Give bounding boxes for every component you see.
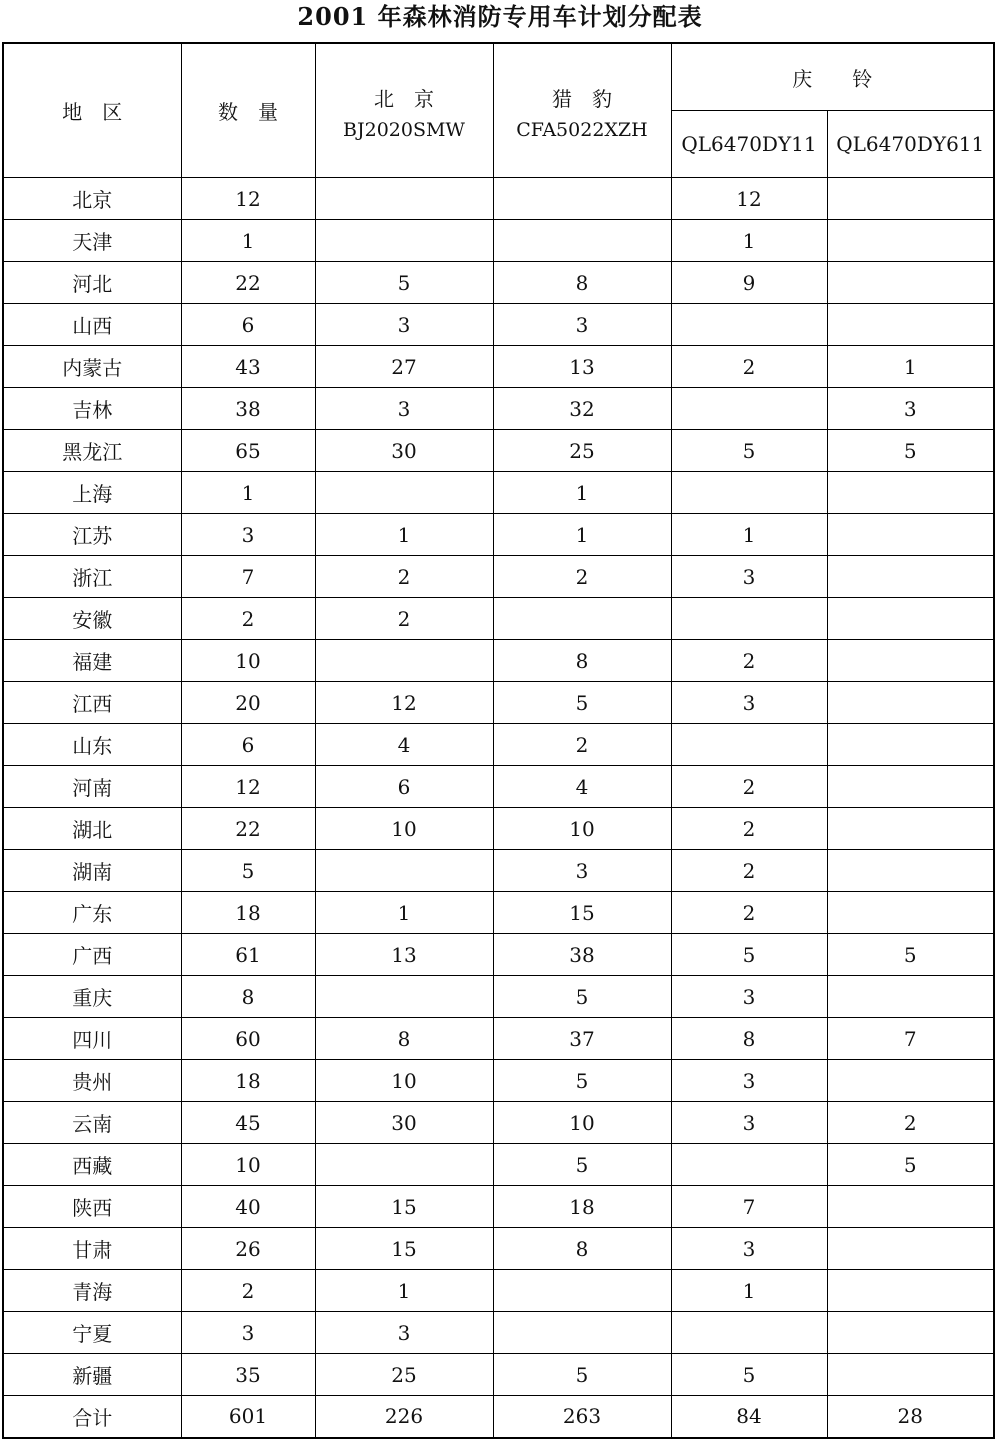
- ql6470dy11-cell: [671, 388, 827, 430]
- table-row: [3, 1270, 994, 1312]
- ql6470dy11-cell: 2: [671, 346, 827, 388]
- region-cell: 云南: [3, 1102, 181, 1144]
- ql6470dy611-cell: 7: [827, 1018, 994, 1060]
- quantity-cell: 22: [181, 262, 315, 304]
- bj2020smw-cell: 25: [315, 1354, 493, 1396]
- quantity-cell: 60: [181, 1018, 315, 1060]
- ql6470dy611-cell: [827, 808, 994, 850]
- table-row: [3, 640, 994, 682]
- bj2020smw-cell: 8: [315, 1018, 493, 1060]
- region-cell: 青海: [3, 1270, 181, 1312]
- table-row: [3, 1018, 994, 1060]
- cfa5022xzh-cell: [493, 1312, 671, 1354]
- cfa5022xzh-cell: 32: [493, 388, 671, 430]
- cfa5022xzh-cell: 25: [493, 430, 671, 472]
- quantity-cell: 2: [181, 1270, 315, 1312]
- ql6470dy611-cell: [827, 892, 994, 934]
- region-cell: 浙江: [3, 556, 181, 598]
- quantity-cell: 18: [181, 1060, 315, 1102]
- allocation-table: [2, 42, 995, 1439]
- column-header-ql6470dy11: [671, 111, 827, 178]
- cfa5022xzh-cell: 37: [493, 1018, 671, 1060]
- totals-bj2020smw-cell: 226: [315, 1396, 493, 1438]
- ql6470dy11-cell: 2: [671, 850, 827, 892]
- region-cell: 安徽: [3, 598, 181, 640]
- ql6470dy11-cell: 5: [671, 934, 827, 976]
- bj2020smw-cell: 10: [315, 1060, 493, 1102]
- bj2020smw-cell: [315, 976, 493, 1018]
- liebao-model-label: CFA5022XZH: [516, 118, 648, 141]
- table-row: [3, 220, 994, 262]
- table-row: [3, 766, 994, 808]
- quantity-cell: 22: [181, 808, 315, 850]
- column-header-region: [3, 43, 181, 178]
- cfa5022xzh-cell: [493, 220, 671, 262]
- table-row: [3, 430, 994, 472]
- cfa5022xzh-cell: [493, 598, 671, 640]
- bj2020smw-cell: 13: [315, 934, 493, 976]
- bj2020smw-cell: [315, 472, 493, 514]
- table-row: [3, 850, 994, 892]
- ql6470dy11-model-label: QL6470DY11: [681, 132, 817, 156]
- cfa5022xzh-cell: [493, 1270, 671, 1312]
- table-row: [3, 388, 994, 430]
- ql6470dy11-cell: [671, 1312, 827, 1354]
- quantity-cell: 65: [181, 430, 315, 472]
- bj2020smw-cell: [315, 850, 493, 892]
- cfa5022xzh-cell: 15: [493, 892, 671, 934]
- bj2020smw-cell: 5: [315, 262, 493, 304]
- cfa5022xzh-cell: 8: [493, 640, 671, 682]
- bj2020smw-cell: 27: [315, 346, 493, 388]
- region-cell: 宁夏: [3, 1312, 181, 1354]
- quantity-cell: 10: [181, 640, 315, 682]
- bj2020smw-cell: 6: [315, 766, 493, 808]
- table-row: [3, 892, 994, 934]
- bj2020smw-cell: 3: [315, 388, 493, 430]
- ql6470dy611-cell: [827, 682, 994, 724]
- qingling-brand-label: 庆 铃: [792, 66, 873, 91]
- table-row: [3, 1144, 994, 1186]
- bj2020smw-cell: 2: [315, 598, 493, 640]
- ql6470dy11-cell: 9: [671, 262, 827, 304]
- ql6470dy611-cell: 1: [827, 346, 994, 388]
- quantity-cell: 43: [181, 346, 315, 388]
- ql6470dy611-cell: [827, 1228, 994, 1270]
- ql6470dy11-cell: 5: [671, 430, 827, 472]
- quantity-cell: 5: [181, 850, 315, 892]
- column-header-quantity: [181, 43, 315, 178]
- bj2020smw-cell: 3: [315, 304, 493, 346]
- beijing-brand-label: 北 京: [374, 86, 434, 111]
- bj2020smw-cell: [315, 640, 493, 682]
- table-row: [3, 346, 994, 388]
- ql6470dy11-cell: 3: [671, 556, 827, 598]
- totals-quantity-cell: 601: [181, 1396, 315, 1438]
- cfa5022xzh-cell: 5: [493, 1060, 671, 1102]
- cfa5022xzh-cell: 5: [493, 976, 671, 1018]
- region-cell: 湖北: [3, 808, 181, 850]
- bj2020smw-cell: 4: [315, 724, 493, 766]
- ql6470dy11-cell: 8: [671, 1018, 827, 1060]
- quantity-cell: 1: [181, 220, 315, 262]
- column-header-qingling: [671, 43, 994, 111]
- cfa5022xzh-cell: 2: [493, 724, 671, 766]
- cfa5022xzh-cell: 1: [493, 514, 671, 556]
- table-row: [3, 724, 994, 766]
- region-cell: 上海: [3, 472, 181, 514]
- bj2020smw-cell: 30: [315, 430, 493, 472]
- table-row: [3, 1186, 994, 1228]
- cfa5022xzh-cell: 38: [493, 934, 671, 976]
- ql6470dy611-cell: [827, 766, 994, 808]
- bj2020smw-cell: 10: [315, 808, 493, 850]
- bj2020smw-cell: 2: [315, 556, 493, 598]
- region-cell: 山东: [3, 724, 181, 766]
- quantity-cell: 12: [181, 178, 315, 220]
- region-cell: 河南: [3, 766, 181, 808]
- totals-ql6470dy611-cell: 28: [827, 1396, 994, 1438]
- region-cell: 贵州: [3, 1060, 181, 1102]
- bj2020smw-cell: 15: [315, 1228, 493, 1270]
- region-cell: 黑龙江: [3, 430, 181, 472]
- cfa5022xzh-cell: 1: [493, 472, 671, 514]
- ql6470dy611-cell: [827, 850, 994, 892]
- column-header-liebao: [493, 43, 671, 178]
- quantity-cell: 38: [181, 388, 315, 430]
- table-body: [3, 178, 994, 1438]
- ql6470dy611-model-label: QL6470DY611: [836, 132, 985, 156]
- region-cell: 陕西: [3, 1186, 181, 1228]
- bj2020smw-cell: [315, 1144, 493, 1186]
- ql6470dy11-cell: 2: [671, 640, 827, 682]
- ql6470dy11-cell: [671, 724, 827, 766]
- cfa5022xzh-cell: 8: [493, 1228, 671, 1270]
- quantity-cell: 2: [181, 598, 315, 640]
- table-row: [3, 556, 994, 598]
- quantity-cell: 6: [181, 724, 315, 766]
- table-row: [3, 1312, 994, 1354]
- table-header: [3, 43, 994, 178]
- totals-ql6470dy11-cell: 84: [671, 1396, 827, 1438]
- bj2020smw-cell: 3: [315, 1312, 493, 1354]
- column-header-quantity-label: 数 量: [218, 100, 278, 124]
- table-row: [3, 178, 994, 220]
- ql6470dy11-cell: 5: [671, 1354, 827, 1396]
- ql6470dy11-cell: 2: [671, 766, 827, 808]
- ql6470dy11-cell: [671, 1144, 827, 1186]
- region-cell: 北京: [3, 178, 181, 220]
- ql6470dy611-cell: 5: [827, 430, 994, 472]
- table-row: [3, 304, 994, 346]
- bj2020smw-cell: 1: [315, 892, 493, 934]
- region-cell: 内蒙古: [3, 346, 181, 388]
- ql6470dy11-cell: 1: [671, 1270, 827, 1312]
- table-row: [3, 1060, 994, 1102]
- liebao-brand-label: 猎 豹: [552, 86, 612, 111]
- cfa5022xzh-cell: [493, 178, 671, 220]
- bj2020smw-cell: [315, 178, 493, 220]
- quantity-cell: 10: [181, 1144, 315, 1186]
- table-row: [3, 262, 994, 304]
- totals-row: [3, 1396, 994, 1438]
- column-header-ql6470dy611: [827, 111, 994, 178]
- ql6470dy11-cell: [671, 598, 827, 640]
- region-cell: 广西: [3, 934, 181, 976]
- region-cell: 甘肃: [3, 1228, 181, 1270]
- ql6470dy611-cell: 3: [827, 388, 994, 430]
- ql6470dy611-cell: [827, 976, 994, 1018]
- quantity-cell: 1: [181, 472, 315, 514]
- table-row: [3, 1354, 994, 1396]
- region-cell: 山西: [3, 304, 181, 346]
- ql6470dy611-cell: [827, 1354, 994, 1396]
- region-cell: 福建: [3, 640, 181, 682]
- region-cell: 江西: [3, 682, 181, 724]
- cfa5022xzh-cell: 3: [493, 850, 671, 892]
- ql6470dy11-cell: 3: [671, 976, 827, 1018]
- quantity-cell: 61: [181, 934, 315, 976]
- table-row: [3, 472, 994, 514]
- region-cell: 四川: [3, 1018, 181, 1060]
- region-cell: 广东: [3, 892, 181, 934]
- ql6470dy611-cell: [827, 1270, 994, 1312]
- column-header-region-label: 地 区: [62, 100, 123, 124]
- region-cell: 河北: [3, 262, 181, 304]
- table-row: [3, 1102, 994, 1144]
- ql6470dy11-cell: [671, 472, 827, 514]
- totals-label-cell: 合计: [3, 1396, 181, 1438]
- ql6470dy11-cell: 7: [671, 1186, 827, 1228]
- bj2020smw-cell: 1: [315, 1270, 493, 1312]
- totals-cfa5022xzh-cell: 263: [493, 1396, 671, 1438]
- table-row: [3, 514, 994, 556]
- ql6470dy611-cell: [827, 220, 994, 262]
- ql6470dy11-cell: 3: [671, 1228, 827, 1270]
- quantity-cell: 8: [181, 976, 315, 1018]
- ql6470dy11-cell: 3: [671, 1060, 827, 1102]
- column-header-beijing: [315, 43, 493, 178]
- ql6470dy11-cell: 3: [671, 1102, 827, 1144]
- page-title: 2001 年森林消防专用车计划分配表: [297, 2, 703, 31]
- bj2020smw-cell: 15: [315, 1186, 493, 1228]
- ql6470dy11-cell: 12: [671, 178, 827, 220]
- quantity-cell: 18: [181, 892, 315, 934]
- ql6470dy611-cell: [827, 472, 994, 514]
- quantity-cell: 40: [181, 1186, 315, 1228]
- region-cell: 天津: [3, 220, 181, 262]
- quantity-cell: 45: [181, 1102, 315, 1144]
- ql6470dy11-cell: [671, 304, 827, 346]
- quantity-cell: 12: [181, 766, 315, 808]
- table-row: [3, 976, 994, 1018]
- cfa5022xzh-cell: 2: [493, 556, 671, 598]
- cfa5022xzh-cell: 8: [493, 262, 671, 304]
- cfa5022xzh-cell: 5: [493, 1144, 671, 1186]
- cfa5022xzh-cell: 5: [493, 682, 671, 724]
- ql6470dy611-cell: 5: [827, 1144, 994, 1186]
- ql6470dy611-cell: [827, 1312, 994, 1354]
- cfa5022xzh-cell: 10: [493, 808, 671, 850]
- ql6470dy11-cell: 2: [671, 808, 827, 850]
- bj2020smw-cell: 30: [315, 1102, 493, 1144]
- ql6470dy11-cell: 1: [671, 514, 827, 556]
- beijing-model-label: BJ2020SMW: [343, 118, 465, 141]
- ql6470dy611-cell: [827, 640, 994, 682]
- ql6470dy611-cell: [827, 1060, 994, 1102]
- bj2020smw-cell: 12: [315, 682, 493, 724]
- table-row: [3, 1228, 994, 1270]
- ql6470dy611-cell: [827, 304, 994, 346]
- quantity-cell: 6: [181, 304, 315, 346]
- table-row: [3, 682, 994, 724]
- bj2020smw-cell: [315, 220, 493, 262]
- ql6470dy611-cell: [827, 598, 994, 640]
- ql6470dy611-cell: [827, 514, 994, 556]
- region-cell: 西藏: [3, 1144, 181, 1186]
- ql6470dy11-cell: 1: [671, 220, 827, 262]
- quantity-cell: 7: [181, 556, 315, 598]
- ql6470dy611-cell: [827, 1186, 994, 1228]
- ql6470dy611-cell: [827, 556, 994, 598]
- cfa5022xzh-cell: 3: [493, 304, 671, 346]
- region-cell: 吉林: [3, 388, 181, 430]
- ql6470dy11-cell: 3: [671, 682, 827, 724]
- ql6470dy611-cell: 5: [827, 934, 994, 976]
- ql6470dy11-cell: 2: [671, 892, 827, 934]
- ql6470dy611-cell: [827, 178, 994, 220]
- region-cell: 重庆: [3, 976, 181, 1018]
- cfa5022xzh-cell: 5: [493, 1354, 671, 1396]
- ql6470dy611-cell: [827, 262, 994, 304]
- quantity-cell: 3: [181, 514, 315, 556]
- table-row: [3, 934, 994, 976]
- quantity-cell: 20: [181, 682, 315, 724]
- quantity-cell: 3: [181, 1312, 315, 1354]
- table-row: [3, 808, 994, 850]
- ql6470dy611-cell: [827, 724, 994, 766]
- region-cell: 湖南: [3, 850, 181, 892]
- cfa5022xzh-cell: 18: [493, 1186, 671, 1228]
- cfa5022xzh-cell: 4: [493, 766, 671, 808]
- region-cell: 江苏: [3, 514, 181, 556]
- quantity-cell: 35: [181, 1354, 315, 1396]
- bj2020smw-cell: 1: [315, 514, 493, 556]
- cfa5022xzh-cell: 10: [493, 1102, 671, 1144]
- table-row: [3, 598, 994, 640]
- ql6470dy611-cell: 2: [827, 1102, 994, 1144]
- region-cell: 新疆: [3, 1354, 181, 1396]
- quantity-cell: 26: [181, 1228, 315, 1270]
- cfa5022xzh-cell: 13: [493, 346, 671, 388]
